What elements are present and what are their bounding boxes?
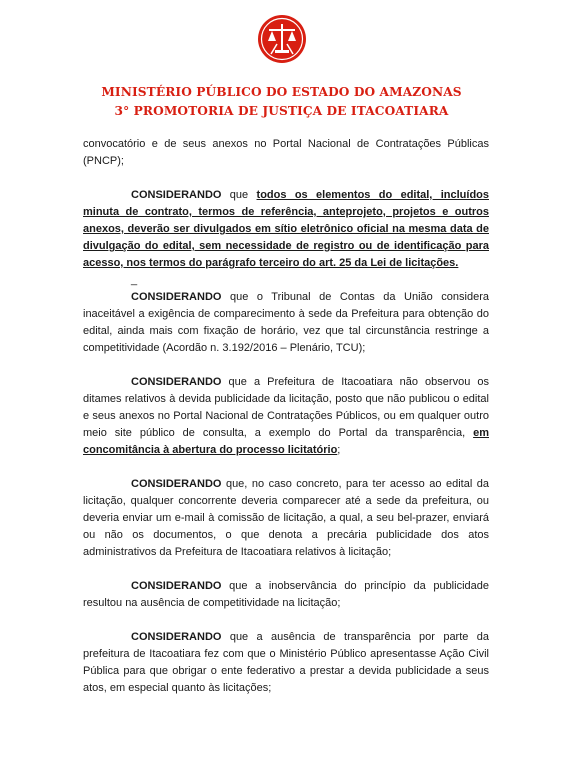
emphasis-text: todos os elementos do edital, incluídos minuta de contrato, termos de referência, anteprojeto, projetos e outros anexos, deverão ser divulgados em sítio eletrônico oficial na mesma data de divulgação do edital, sem necessidade de registro ou de identificação para acesso, nos termos do parágrafo terceiro do art. 25 da Lei de licitações. bbox=[83, 189, 489, 269]
paragraph-considerando-4: CONSIDERANDO que, no caso concreto, para ter acesso ao edital da licitação, qualquer concorrente deveria comparecer até a sede da prefeitura, ou deveria enviar um e-mail à comissão de licitação, a qual, a seu bel-prazer, enviará ou não os documentos, o que denota a precária publicidade dos atos administrativos da Prefeitura de Itacoatiara relativos à licitação; bbox=[83, 478, 489, 558]
mp-seal-logo bbox=[257, 14, 307, 64]
dash-mark: _ bbox=[131, 274, 138, 286]
document-body bbox=[83, 136, 489, 697]
paragraph-considerando-5: CONSIDERANDO que a inobservância do princípio da publicidade resultou na ausência de competitividade na licitação; bbox=[83, 580, 489, 609]
considerando-label: CONSIDERANDO bbox=[131, 478, 222, 490]
paragraph-considerando-1: CONSIDERANDO que todos os elementos do edital, incluídos minuta de contrato, termos de referência, anteprojeto, projetos e outros anexos, deverão ser divulgados em sítio eletrônico oficial na mesma data de divulgação do edital, sem necessidade de registro ou de identificação para acesso, nos termos do parágrafo terceiro do art. 25 da Lei de licitações. bbox=[83, 189, 489, 269]
paragraph-considerando-2: CONSIDERANDO que o Tribunal de Contas da União considera inaceitável a exigência de comparecimento à sede da Prefeitura para obtenção do edital, ainda mais com fixação de horário, vez que tal circunstância restringe a competitividade (Acordão n. 3.192/2016 – Plenário, TCU); bbox=[83, 291, 489, 354]
considerando-label: CONSIDERANDO bbox=[131, 291, 222, 303]
considerando-label: CONSIDERANDO bbox=[131, 376, 222, 388]
header-institution: MINISTÉRIO PÚBLICO DO ESTADO DO AMAZONAS bbox=[101, 85, 462, 99]
considerando-label: CONSIDERANDO bbox=[131, 189, 222, 201]
header-promotoria: 3° PROMOTORIA DE JUSTIÇA DE ITACOATIARA bbox=[114, 104, 449, 118]
considerando-label: CONSIDERANDO bbox=[131, 580, 222, 592]
paragraph-continuation: convocatório e de seus anexos no Portal Nacional de Contratações Públicas (PNCP); bbox=[83, 138, 489, 167]
considerando-label: CONSIDERANDO bbox=[131, 631, 222, 643]
emphasis-text: em concomitância à abertura do processo licitatório bbox=[83, 427, 489, 456]
paragraph-considerando-6: CONSIDERANDO que a ausência de transparência por parte da prefeitura de Itacoatiara fez com que o Ministério Público apresentasse Ação Civil Pública para que obrigar o ente federativo a prestar a devida publicidade a seus atos, em especial quanto às licitações; bbox=[83, 631, 489, 694]
paragraph-considerando-3: CONSIDERANDO que a Prefeitura de Itacoatiara não observou os ditames relativos à devida publicidade da licitação, posto que não publicou o edital e seus anexos no Portal Nacional de Contratações Públicos, ou em qualquer outro meio site público de consulta, a exemplo do Portal da transparência, em concomitância à abertura do processo licitatório; bbox=[83, 376, 489, 456]
